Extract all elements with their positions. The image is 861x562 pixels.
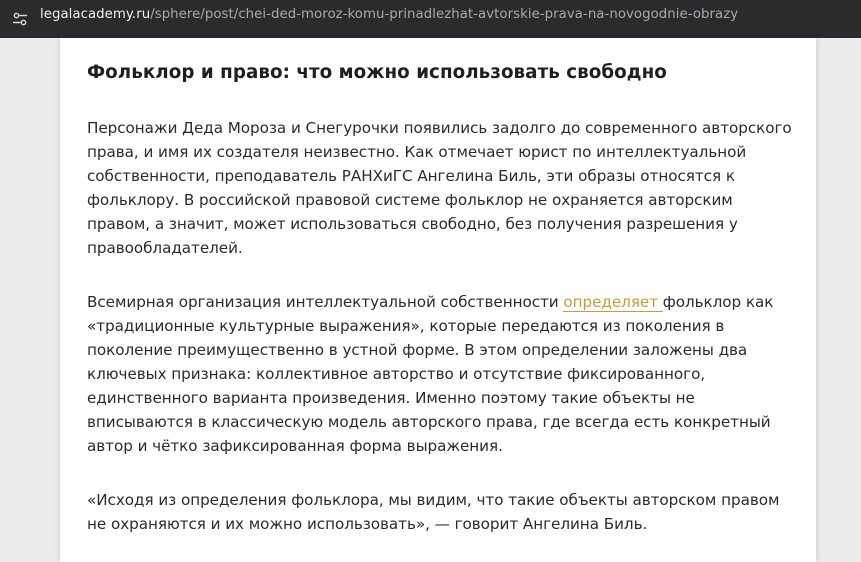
url-domain: legalacademy.ru (40, 7, 151, 22)
section-heading: Фольклор и право: что можно использовать свободно (87, 62, 667, 83)
article-card (60, 38, 816, 562)
paragraph-2 (87, 290, 792, 458)
url-text[interactable] (40, 0, 738, 30)
definition-link[interactable]: определяет (563, 293, 663, 311)
url-path: /sphere/post/chei-ded-moroz-komu-prinadlezhat-avtorskie-prava-na-novogodnie-obrazy (150, 7, 739, 22)
paragraph-2-start: Всемирная организация интеллектуальной собственности (87, 293, 564, 311)
paragraph-2-end: фольклор как «традиционные культурные выражения», которые передаются из поколения в поколение преимущественно в устной форме. В этом определении заложены два ключевых признака: коллективное авторство и отсутствие фиксированного, единственного варианта произведения. Именно поэтому такие объекты не вписываются в классическую модель авторского права, где всегда есть конкретный автор и чётко зафиксированная форма выражения. (87, 293, 774, 455)
tune-icon[interactable] (10, 9, 30, 29)
quote-paragraph: «Исходя из определения фольклора, мы видим, что такие объекты авторском правом не охраняются и их можно использовать», — говорит Ангелина Биль. (87, 491, 780, 533)
paragraph-1: Персонажи Деда Мороза и Снегурочки появились задолго до современного авторского права, и имя их создателя неизвестно. Как отмечает юрист по интеллектуальной собственности, преподаватель РАНХиГС Ангелина Биль, эти образы относятся к фольклору. В российской правовой системе фольклор не охраняется авторским правом, а значит, может использоваться свободно, без получения разрешения у правообладателей. (87, 119, 792, 257)
address-bar[interactable] (0, 0, 861, 38)
